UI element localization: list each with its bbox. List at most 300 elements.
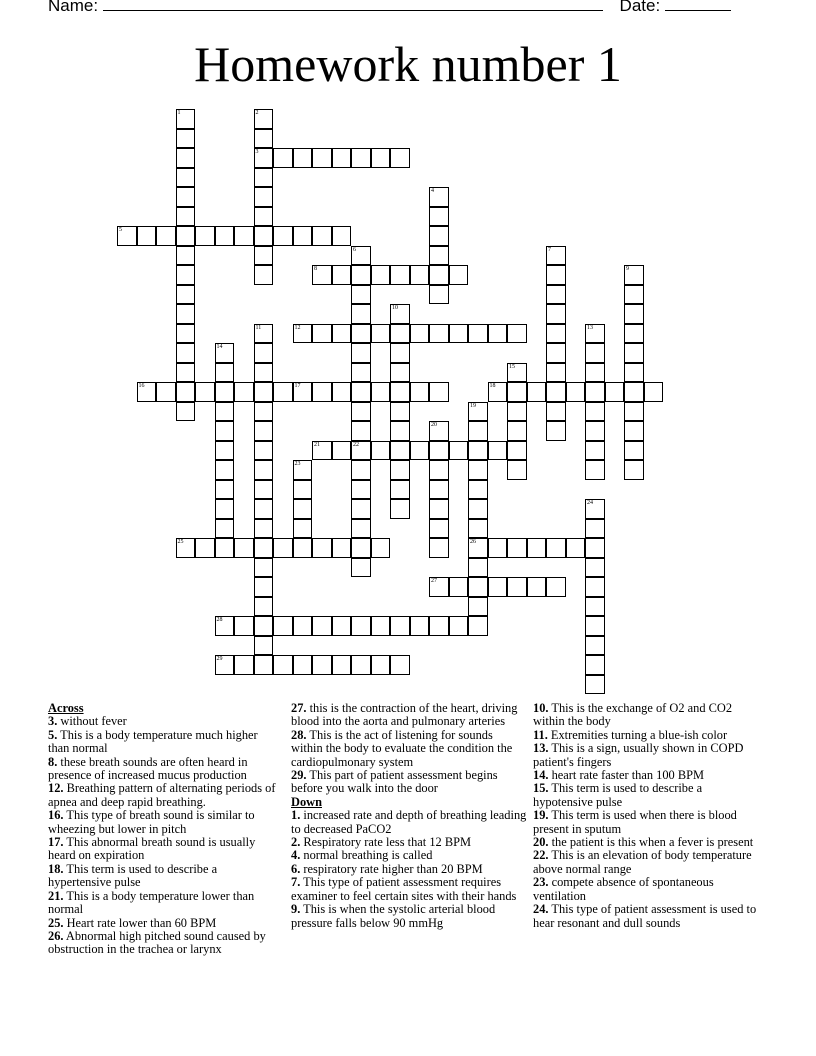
down-clue: 7. This type of patient assessment requires examiner to feel certain sites with their hands bbox=[291, 875, 517, 903]
grid-cell[interactable] bbox=[371, 538, 391, 558]
grid-cell[interactable] bbox=[332, 324, 352, 344]
grid-cell[interactable] bbox=[176, 363, 196, 383]
grid-cell[interactable] bbox=[254, 636, 274, 656]
down-clue: 20. the patient is this when a fever is present bbox=[533, 835, 754, 850]
grid-cell[interactable] bbox=[429, 382, 449, 402]
grid-cell[interactable] bbox=[254, 597, 274, 617]
down-clue: 13. This is a sign, usually shown in COPD patient's fingers bbox=[533, 741, 744, 769]
grid-cell[interactable] bbox=[293, 499, 313, 519]
grid-cell[interactable] bbox=[215, 226, 235, 246]
down-heading: Down bbox=[291, 794, 322, 809]
grid-cell[interactable] bbox=[429, 265, 449, 285]
clues-column-1 bbox=[48, 702, 280, 957]
grid-cell[interactable] bbox=[254, 382, 274, 402]
grid-cell[interactable] bbox=[351, 460, 371, 480]
clue-number: 22 bbox=[353, 441, 359, 448]
clue-number: 28 bbox=[216, 617, 223, 623]
grid-cell[interactable] bbox=[176, 402, 196, 422]
grid-cell[interactable] bbox=[254, 480, 274, 500]
grid-cell[interactable] bbox=[293, 480, 313, 500]
grid-cell[interactable] bbox=[488, 441, 508, 461]
grid-cell[interactable] bbox=[390, 460, 410, 480]
grid-cell[interactable] bbox=[293, 226, 313, 246]
grid-cell[interactable] bbox=[215, 655, 235, 675]
grid-cell[interactable] bbox=[195, 382, 215, 402]
grid-cell[interactable] bbox=[351, 382, 371, 402]
grid-cell[interactable] bbox=[351, 655, 371, 675]
grid-cell[interactable] bbox=[351, 499, 371, 519]
grid-cell[interactable] bbox=[254, 343, 274, 363]
grid-cell[interactable] bbox=[195, 538, 215, 558]
grid-cell[interactable] bbox=[215, 441, 235, 461]
grid-cell[interactable] bbox=[468, 519, 488, 539]
grid-cell[interactable] bbox=[585, 636, 605, 656]
grid-cell[interactable] bbox=[273, 226, 293, 246]
grid-cell[interactable] bbox=[293, 616, 313, 636]
grid-cell[interactable] bbox=[468, 577, 488, 597]
grid-cell[interactable] bbox=[585, 402, 605, 422]
grid-cell[interactable] bbox=[351, 246, 371, 266]
grid-cell[interactable] bbox=[254, 616, 274, 636]
grid-cell[interactable] bbox=[624, 460, 644, 480]
grid-cell[interactable] bbox=[254, 168, 274, 188]
grid-cell[interactable] bbox=[215, 480, 235, 500]
grid-cell[interactable] bbox=[449, 324, 469, 344]
grid-cell[interactable] bbox=[351, 285, 371, 305]
grid-cell[interactable] bbox=[546, 324, 566, 344]
grid-cell[interactable] bbox=[410, 324, 430, 344]
down-clue: 23. compete absence of spontaneous ventilation bbox=[533, 875, 714, 903]
grid-cell[interactable] bbox=[429, 187, 449, 207]
grid-cell[interactable] bbox=[429, 460, 449, 480]
clue-number: 4 bbox=[431, 188, 434, 194]
date-label: Date: bbox=[619, 0, 661, 15]
grid-cell[interactable] bbox=[488, 324, 508, 344]
grid-cell[interactable] bbox=[176, 129, 196, 149]
grid-cell[interactable] bbox=[195, 226, 215, 246]
down-clue: 4. normal breathing is called bbox=[291, 848, 433, 863]
grid-cell[interactable] bbox=[585, 382, 605, 402]
grid-cell[interactable] bbox=[390, 441, 410, 461]
grid-cell[interactable] bbox=[351, 402, 371, 422]
grid-cell[interactable] bbox=[293, 460, 313, 480]
grid-cell[interactable] bbox=[488, 577, 508, 597]
grid-cell[interactable] bbox=[410, 616, 430, 636]
grid-cell[interactable] bbox=[371, 265, 391, 285]
down-clue: 22. This is an elevation of body temperature above normal range bbox=[533, 848, 752, 876]
grid-cell[interactable] bbox=[371, 616, 391, 636]
grid-cell[interactable] bbox=[176, 343, 196, 363]
grid-cell[interactable] bbox=[546, 538, 566, 558]
grid-cell[interactable] bbox=[254, 226, 274, 246]
grid-cell[interactable] bbox=[507, 382, 527, 402]
grid-cell[interactable] bbox=[156, 226, 176, 246]
grid-cell[interactable] bbox=[176, 304, 196, 324]
grid-cell[interactable] bbox=[137, 382, 157, 402]
grid-cell[interactable] bbox=[254, 558, 274, 578]
grid-cell[interactable] bbox=[546, 421, 566, 441]
grid-cell[interactable] bbox=[254, 246, 274, 266]
grid-cell[interactable] bbox=[449, 616, 469, 636]
grid-cell[interactable] bbox=[215, 343, 235, 363]
down-clue: 15. This term is used to describe a hypotensive pulse bbox=[533, 781, 703, 809]
down-clue: 10. This is the exchange of O2 and CO2 within the body bbox=[533, 701, 733, 729]
grid-cell[interactable] bbox=[585, 441, 605, 461]
down-clue: 2. Respiratory rate less that 12 BPM bbox=[291, 835, 471, 850]
grid-cell[interactable] bbox=[351, 363, 371, 383]
grid-cell[interactable] bbox=[527, 577, 547, 597]
grid-cell[interactable] bbox=[351, 538, 371, 558]
grid-cell[interactable] bbox=[254, 499, 274, 519]
grid-cell[interactable] bbox=[585, 577, 605, 597]
across-clue: 12. Breathing pattern of alternating periods of apnea and deep rapid breathing. bbox=[48, 781, 276, 809]
grid-cell[interactable] bbox=[254, 324, 274, 344]
grid-cell[interactable] bbox=[546, 577, 566, 597]
across-clue: 5. This is a body temperature much higher than normal bbox=[48, 727, 258, 756]
grid-cell[interactable] bbox=[624, 304, 644, 324]
grid-cell[interactable] bbox=[234, 226, 254, 246]
grid-cell[interactable] bbox=[117, 226, 137, 246]
across-clue: 26. Abnormal high pitched sound caused by obstruction in the trachea or larynx bbox=[48, 928, 266, 957]
grid-cell[interactable] bbox=[332, 148, 352, 168]
grid-cell[interactable] bbox=[429, 499, 449, 519]
grid-cell[interactable] bbox=[624, 285, 644, 305]
grid-cell[interactable] bbox=[390, 616, 410, 636]
grid-cell[interactable] bbox=[176, 148, 196, 168]
grid-cell[interactable] bbox=[254, 207, 274, 227]
grid-cell[interactable] bbox=[429, 616, 449, 636]
grid-cell[interactable] bbox=[371, 148, 391, 168]
grid-cell[interactable] bbox=[176, 226, 196, 246]
grid-cell[interactable] bbox=[156, 382, 176, 402]
grid-cell[interactable] bbox=[468, 558, 488, 578]
grid-cell[interactable] bbox=[585, 324, 605, 344]
clue-number: 20 bbox=[431, 422, 437, 428]
grid-cell[interactable] bbox=[585, 597, 605, 617]
grid-cell[interactable] bbox=[234, 655, 254, 675]
clues-column-2 bbox=[291, 702, 527, 930]
grid-cell[interactable] bbox=[332, 616, 352, 636]
grid-cell[interactable] bbox=[273, 538, 293, 558]
grid-cell[interactable] bbox=[585, 519, 605, 539]
grid-cell[interactable] bbox=[234, 538, 254, 558]
grid-cell[interactable] bbox=[137, 226, 157, 246]
clue-number: 11 bbox=[255, 324, 262, 331]
grid-cell[interactable] bbox=[254, 421, 274, 441]
clue-number: 10 bbox=[392, 305, 398, 311]
grid-cell[interactable] bbox=[585, 421, 605, 441]
clue-number: 26 bbox=[470, 539, 476, 545]
clue-number: 5 bbox=[119, 227, 122, 233]
grid-cell[interactable] bbox=[429, 324, 449, 344]
grid-cell[interactable] bbox=[585, 343, 605, 363]
grid-cell[interactable] bbox=[312, 441, 332, 461]
grid-cell[interactable] bbox=[468, 499, 488, 519]
grid-cell[interactable] bbox=[449, 265, 469, 285]
grid-cell[interactable] bbox=[351, 441, 371, 461]
grid-cell[interactable] bbox=[312, 616, 332, 636]
grid-cell[interactable] bbox=[468, 480, 488, 500]
grid-cell[interactable] bbox=[273, 148, 293, 168]
grid-cell[interactable] bbox=[351, 480, 371, 500]
grid-cell[interactable] bbox=[332, 655, 352, 675]
clue-number: 21 bbox=[314, 441, 320, 448]
grid-cell[interactable] bbox=[312, 538, 332, 558]
grid-cell[interactable] bbox=[546, 343, 566, 363]
grid-cell[interactable] bbox=[254, 519, 274, 539]
down-clue: 11. Extremities turning a blue-ish color bbox=[533, 727, 728, 742]
grid-cell[interactable] bbox=[215, 499, 235, 519]
grid-cell[interactable] bbox=[351, 558, 371, 578]
across-clue: 17. This abnormal breath sound is usually heard on expiration bbox=[48, 835, 256, 863]
across-clue: 16. This type of breath sound is similar to wheezing but lower in pitch bbox=[48, 808, 255, 836]
clue-number: 6 bbox=[353, 246, 356, 253]
grid-cell[interactable] bbox=[176, 109, 196, 129]
grid-cell[interactable] bbox=[254, 441, 274, 461]
grid-cell[interactable] bbox=[390, 402, 410, 422]
grid-cell[interactable] bbox=[585, 538, 605, 558]
grid-cell[interactable] bbox=[215, 421, 235, 441]
grid-cell[interactable] bbox=[468, 538, 488, 558]
grid-cell[interactable] bbox=[332, 382, 352, 402]
grid-cell[interactable] bbox=[293, 538, 313, 558]
clue-number: 14 bbox=[216, 344, 223, 350]
grid-cell[interactable] bbox=[351, 343, 371, 363]
grid-cell[interactable] bbox=[624, 382, 644, 402]
grid-cell[interactable] bbox=[566, 538, 586, 558]
grid-cell[interactable] bbox=[546, 285, 566, 305]
grid-cell[interactable] bbox=[215, 382, 235, 402]
grid-cell[interactable] bbox=[293, 324, 313, 344]
grid-cell[interactable] bbox=[390, 265, 410, 285]
grid-cell[interactable] bbox=[507, 324, 527, 344]
grid-cell[interactable] bbox=[468, 402, 488, 422]
grid-cell[interactable] bbox=[429, 480, 449, 500]
grid-cell[interactable] bbox=[371, 382, 391, 402]
grid-cell[interactable] bbox=[390, 382, 410, 402]
grid-cell[interactable] bbox=[332, 538, 352, 558]
clue-number: 16 bbox=[138, 383, 145, 389]
grid-cell[interactable] bbox=[293, 519, 313, 539]
grid-cell[interactable] bbox=[585, 363, 605, 383]
grid-cell[interactable] bbox=[254, 109, 274, 129]
grid-cell[interactable] bbox=[351, 616, 371, 636]
grid-cell[interactable] bbox=[507, 577, 527, 597]
grid-cell[interactable] bbox=[312, 655, 332, 675]
grid-cell[interactable] bbox=[585, 616, 605, 636]
grid-cell[interactable] bbox=[351, 304, 371, 324]
grid-cell[interactable] bbox=[176, 187, 196, 207]
grid-cell[interactable] bbox=[390, 324, 410, 344]
grid-cell[interactable] bbox=[390, 480, 410, 500]
grid-cell[interactable] bbox=[410, 441, 430, 461]
grid-cell[interactable] bbox=[234, 616, 254, 636]
grid-cell[interactable] bbox=[254, 577, 274, 597]
grid-cell[interactable] bbox=[254, 402, 274, 422]
grid-cell[interactable] bbox=[585, 558, 605, 578]
grid-cell[interactable] bbox=[312, 148, 332, 168]
grid-cell[interactable] bbox=[390, 655, 410, 675]
grid-cell[interactable] bbox=[624, 402, 644, 422]
grid-cell[interactable] bbox=[429, 421, 449, 441]
clue-number: 9 bbox=[626, 266, 629, 272]
grid-cell[interactable] bbox=[312, 265, 332, 285]
grid-cell[interactable] bbox=[429, 226, 449, 246]
clue-number: 13 bbox=[587, 324, 593, 331]
grid-cell[interactable] bbox=[254, 363, 274, 383]
grid-cell[interactable] bbox=[468, 616, 488, 636]
grid-cell[interactable] bbox=[293, 382, 313, 402]
grid-cell[interactable] bbox=[176, 265, 196, 285]
clue-number: 8 bbox=[314, 266, 317, 272]
grid-cell[interactable] bbox=[410, 382, 430, 402]
grid-cell[interactable] bbox=[390, 304, 410, 324]
down-clue: 6. respiratory rate higher than 20 BPM bbox=[291, 861, 483, 876]
grid-cell[interactable] bbox=[351, 324, 371, 344]
grid-cell[interactable] bbox=[390, 343, 410, 363]
grid-cell[interactable] bbox=[546, 265, 566, 285]
grid-cell[interactable] bbox=[429, 577, 449, 597]
grid-cell[interactable] bbox=[410, 265, 430, 285]
grid-cell[interactable] bbox=[468, 421, 488, 441]
grid-cell[interactable] bbox=[176, 207, 196, 227]
grid-cell[interactable] bbox=[429, 519, 449, 539]
grid-cell[interactable] bbox=[254, 655, 274, 675]
grid-cell[interactable] bbox=[585, 675, 605, 695]
grid-cell[interactable] bbox=[488, 538, 508, 558]
grid-cell[interactable] bbox=[546, 402, 566, 422]
grid-cell[interactable] bbox=[254, 129, 274, 149]
grid-cell[interactable] bbox=[624, 363, 644, 383]
across-clue: 27. this is the contraction of the heart, driving blood into the aorta and pulmonary arteries bbox=[291, 701, 518, 729]
grid-cell[interactable] bbox=[527, 382, 547, 402]
grid-cell[interactable] bbox=[507, 363, 527, 383]
grid-cell[interactable] bbox=[371, 441, 391, 461]
grid-cell[interactable] bbox=[468, 441, 488, 461]
grid-cell[interactable] bbox=[507, 441, 527, 461]
grid-cell[interactable] bbox=[429, 207, 449, 227]
down-clue: 1. increased rate and depth of breathing leading to decreased PaCO2 bbox=[291, 808, 527, 836]
grid-cell[interactable] bbox=[312, 382, 332, 402]
grid-cell[interactable] bbox=[605, 382, 625, 402]
grid-cell[interactable] bbox=[429, 246, 449, 266]
grid-cell[interactable] bbox=[585, 499, 605, 519]
grid-cell[interactable] bbox=[624, 343, 644, 363]
grid-cell[interactable] bbox=[176, 168, 196, 188]
grid-cell[interactable] bbox=[527, 538, 547, 558]
grid-cell[interactable] bbox=[351, 265, 371, 285]
grid-cell[interactable] bbox=[566, 382, 586, 402]
grid-cell[interactable] bbox=[254, 148, 274, 168]
grid-cell[interactable] bbox=[273, 616, 293, 636]
grid-cell[interactable] bbox=[215, 460, 235, 480]
grid-cell[interactable] bbox=[293, 655, 313, 675]
grid-cell[interactable] bbox=[215, 616, 235, 636]
grid-cell[interactable] bbox=[546, 304, 566, 324]
grid-cell[interactable] bbox=[254, 265, 274, 285]
grid-cell[interactable] bbox=[546, 382, 566, 402]
grid-cell[interactable] bbox=[507, 538, 527, 558]
grid-cell[interactable] bbox=[215, 363, 235, 383]
grid-cell[interactable] bbox=[546, 246, 566, 266]
grid-cell[interactable] bbox=[507, 421, 527, 441]
grid-cell[interactable] bbox=[390, 421, 410, 441]
grid-cell[interactable] bbox=[312, 324, 332, 344]
grid-cell[interactable] bbox=[507, 402, 527, 422]
clue-number: 7 bbox=[548, 246, 551, 253]
grid-cell[interactable] bbox=[312, 226, 332, 246]
across-clue: 25. Heart rate lower than 60 BPM bbox=[48, 915, 217, 930]
grid-cell[interactable] bbox=[429, 441, 449, 461]
down-clue: 24. This type of patient assessment is used to hear resonant and dull sounds bbox=[533, 902, 757, 930]
grid-cell[interactable] bbox=[176, 246, 196, 266]
grid-cell[interactable] bbox=[254, 460, 274, 480]
grid-cell[interactable] bbox=[332, 441, 352, 461]
grid-cell[interactable] bbox=[644, 382, 664, 402]
grid-cell[interactable] bbox=[215, 538, 235, 558]
grid-cell[interactable] bbox=[624, 265, 644, 285]
grid-cell[interactable] bbox=[468, 324, 488, 344]
grid-cell[interactable] bbox=[488, 382, 508, 402]
grid-cell[interactable] bbox=[390, 363, 410, 383]
clue-number: 2 bbox=[255, 110, 259, 116]
grid-cell[interactable] bbox=[351, 148, 371, 168]
grid-cell[interactable] bbox=[390, 499, 410, 519]
grid-cell[interactable] bbox=[429, 538, 449, 558]
grid-cell[interactable] bbox=[215, 402, 235, 422]
grid-cell[interactable] bbox=[624, 421, 644, 441]
grid-cell[interactable] bbox=[468, 460, 488, 480]
grid-cell[interactable] bbox=[429, 285, 449, 305]
grid-cell[interactable] bbox=[371, 324, 391, 344]
page-title: Homework number 1 bbox=[194, 36, 622, 92]
name-label: Name: bbox=[48, 0, 99, 15]
grid-cell[interactable] bbox=[273, 655, 293, 675]
grid-cell[interactable] bbox=[176, 324, 196, 344]
grid-cell[interactable] bbox=[371, 655, 391, 675]
clue-number: 1 bbox=[177, 110, 181, 116]
grid-cell[interactable] bbox=[332, 226, 352, 246]
grid-cell[interactable] bbox=[449, 441, 469, 461]
grid-cell[interactable] bbox=[624, 324, 644, 344]
grid-cell[interactable] bbox=[507, 460, 527, 480]
grid-cell[interactable] bbox=[468, 597, 488, 617]
grid-cell[interactable] bbox=[351, 519, 371, 539]
grid-cell[interactable] bbox=[234, 382, 254, 402]
grid-cell[interactable] bbox=[449, 577, 469, 597]
grid-cell[interactable] bbox=[176, 285, 196, 305]
clue-number: 24 bbox=[587, 500, 593, 506]
grid-cell[interactable] bbox=[585, 655, 605, 675]
down-clue: 14. heart rate faster than 100 BPM bbox=[533, 768, 705, 783]
grid-cell[interactable] bbox=[624, 441, 644, 461]
grid-cell[interactable] bbox=[273, 382, 293, 402]
grid-cell[interactable] bbox=[176, 538, 196, 558]
grid-cell[interactable] bbox=[254, 187, 274, 207]
grid-cell[interactable] bbox=[546, 363, 566, 383]
clue-number: 17 bbox=[294, 383, 301, 389]
grid-cell[interactable] bbox=[215, 519, 235, 539]
grid-cell[interactable] bbox=[332, 265, 352, 285]
grid-cell[interactable] bbox=[293, 148, 313, 168]
grid-cell[interactable] bbox=[585, 460, 605, 480]
grid-cell[interactable] bbox=[254, 538, 274, 558]
grid-cell[interactable] bbox=[351, 421, 371, 441]
grid-cell[interactable] bbox=[176, 382, 196, 402]
down-clue: 9. This is when the systolic arterial blood pressure falls below 90 mmHg bbox=[291, 902, 496, 930]
clue-number: 25 bbox=[177, 539, 184, 545]
grid-cell[interactable] bbox=[390, 148, 410, 168]
